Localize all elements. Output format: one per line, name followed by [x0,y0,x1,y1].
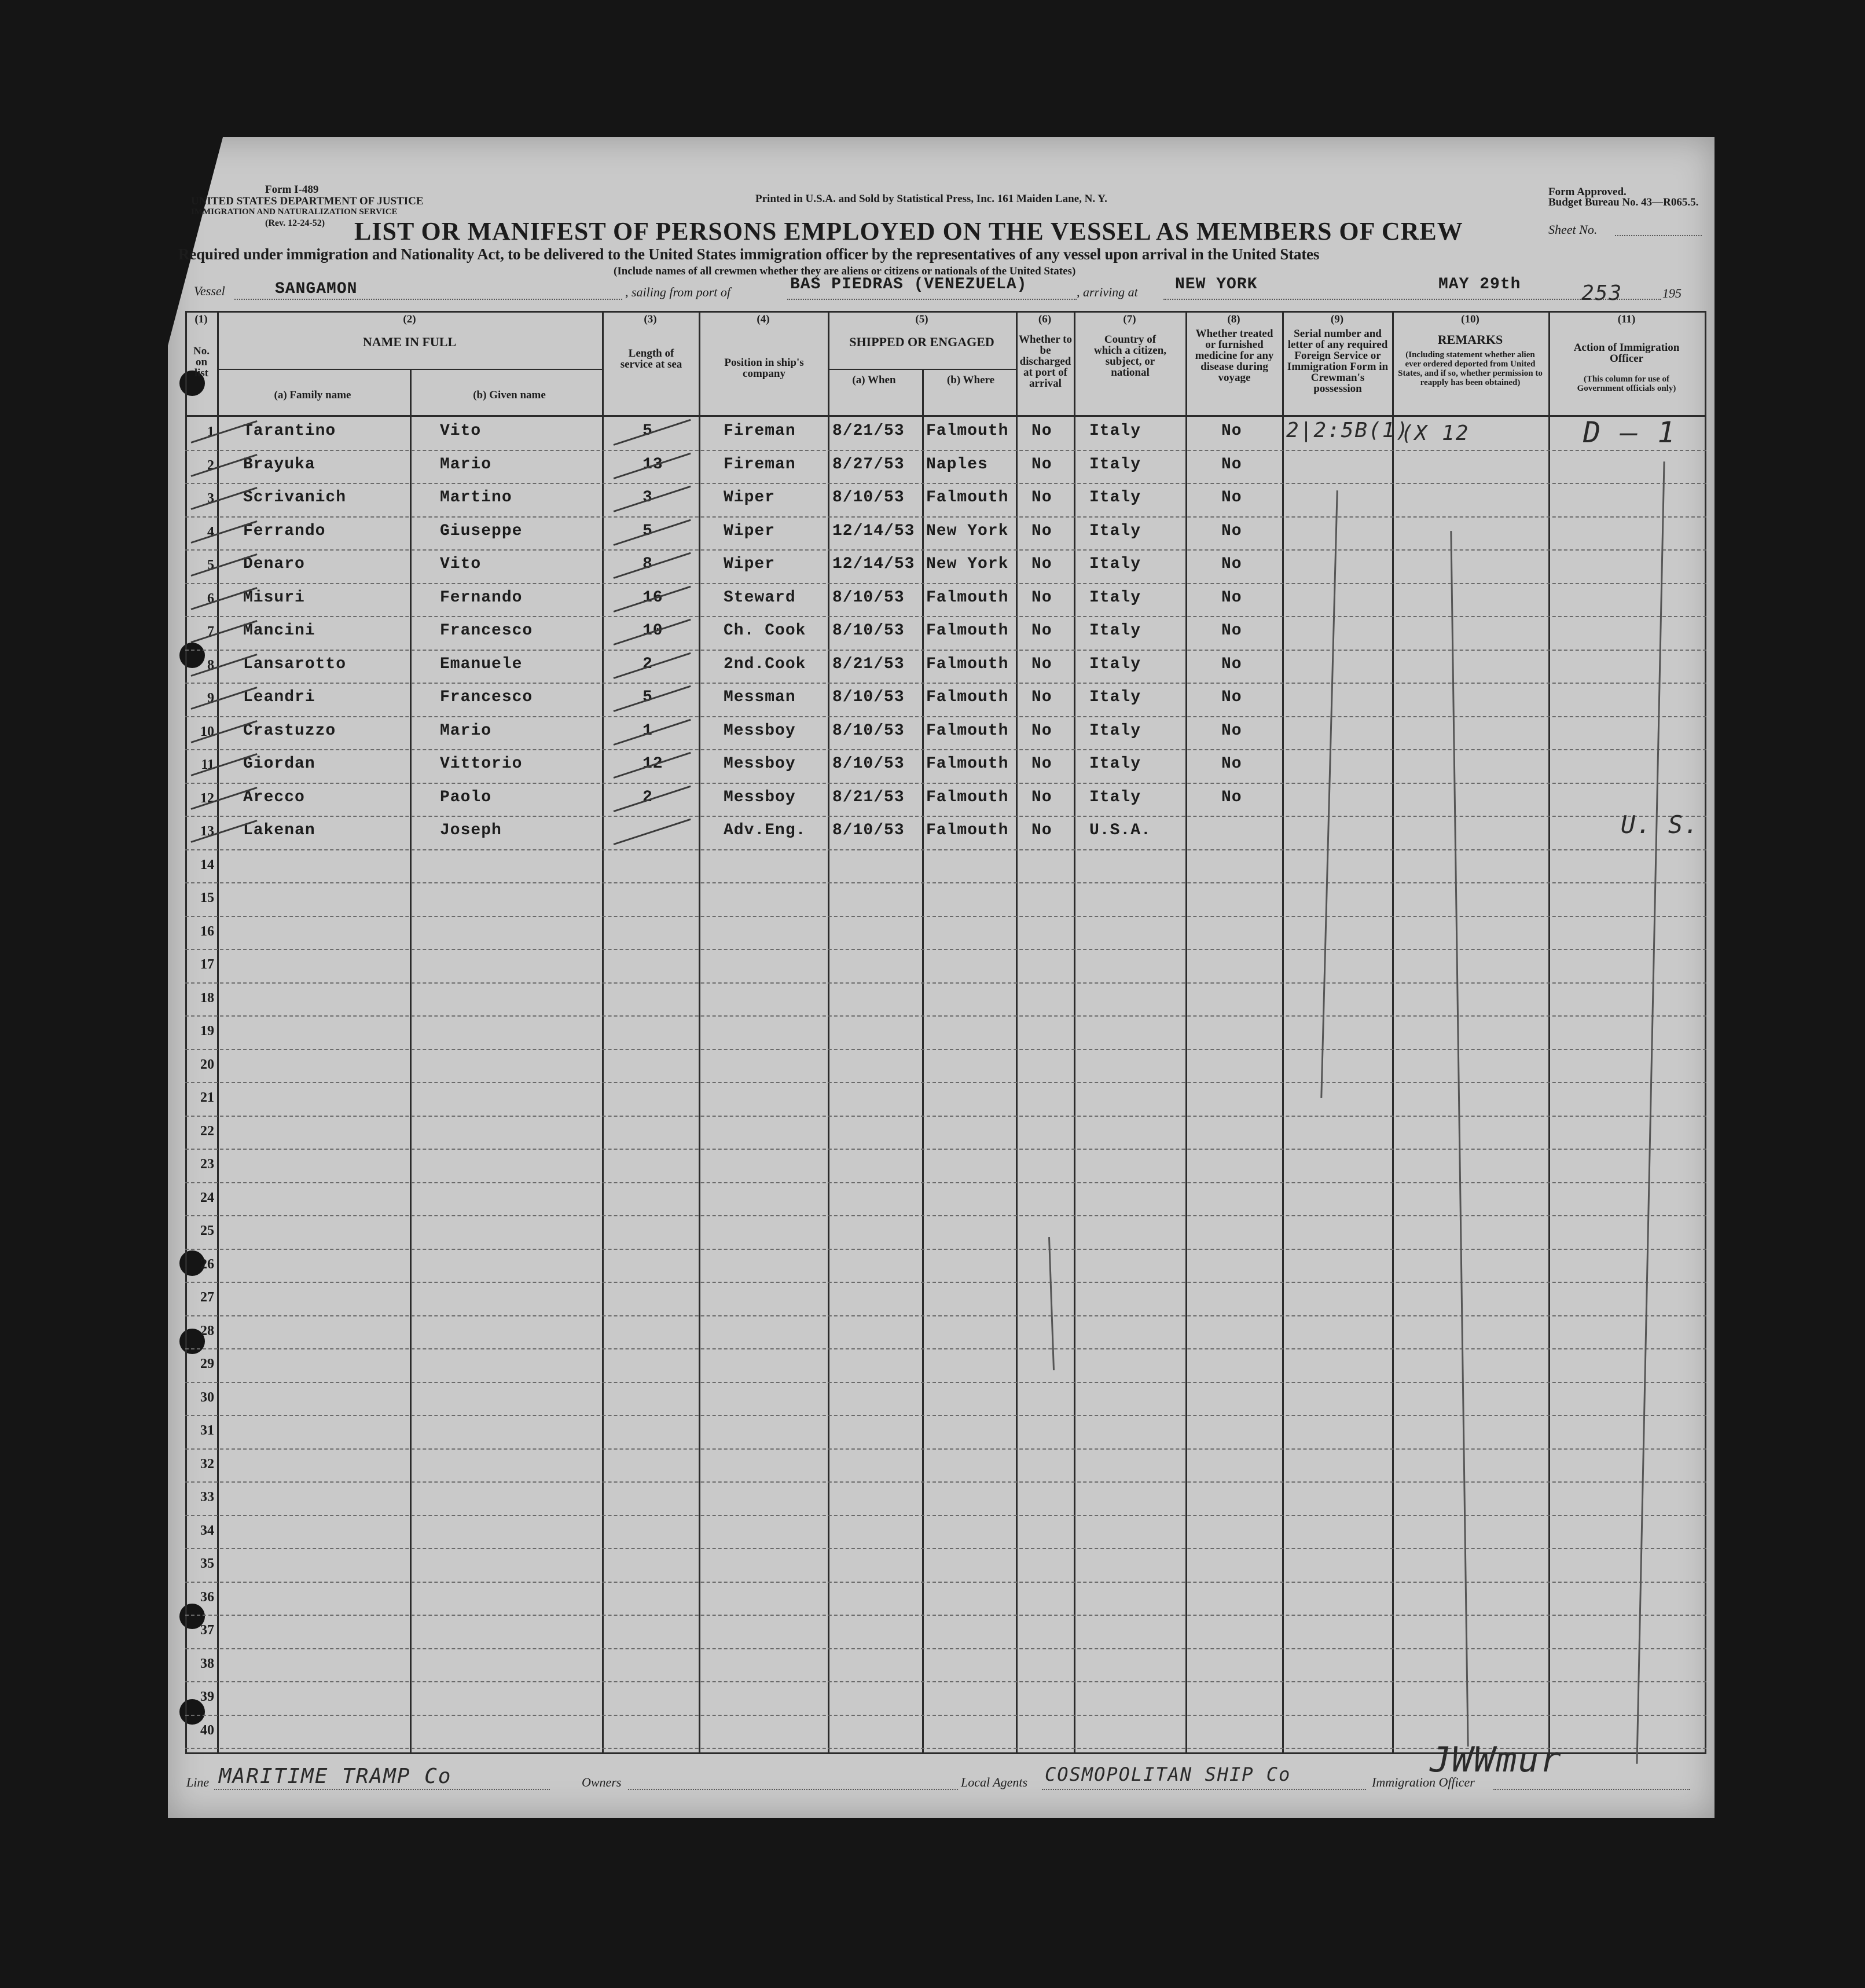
crew-table [185,311,1706,1754]
row-number: 29 [200,1356,214,1371]
row-number: 7 [207,624,214,639]
cell-service: 8 [643,555,653,573]
row-number: 10 [200,724,214,739]
cell-position: Ch. Cook [724,622,806,640]
cell-position: Messboy [724,755,796,773]
col-7-number: (7) [1123,313,1136,325]
cell-discharged: No [1031,821,1052,839]
col-family-name: (a) Family name [274,389,351,401]
cell-given: Giuseppe [440,522,523,540]
sailing-port: BAS PIEDRAS (VENEZUELA) [790,276,1027,294]
cell-family: Misuri [243,588,305,607]
row-number: 17 [200,957,214,972]
cell-where: Falmouth [926,489,1009,507]
row-number: 20 [200,1057,214,1072]
table-row [185,1448,1706,1483]
table-row [185,483,1706,518]
col-length-of-service: Length of service at sea [620,347,682,371]
table-row [185,1282,1706,1316]
cell-family: Scrivanich [243,489,347,507]
table-row [185,583,1706,618]
table-row [185,849,1706,884]
cell-given: Fernando [440,588,523,607]
row-number: 5 [207,557,214,573]
cell-country: Italy [1089,555,1141,573]
col-serial-number: Serial number and letter of any required Foreign Service or Immigration Form in Crewman's possession [1287,328,1389,395]
table-row [185,1116,1706,1150]
row-number: 31 [200,1423,214,1438]
col-position: Position in ship's company [724,357,804,380]
sheet-label: Sheet No. [1548,222,1598,237]
cell-where: Falmouth [926,788,1009,806]
table-row [185,1315,1706,1350]
table-row [185,1149,1706,1183]
cell-country: Italy [1089,655,1141,673]
cell-position: Fireman [724,455,796,474]
cell-discharged: No [1031,422,1052,440]
row-number: 23 [200,1157,214,1172]
col-country: Country of which a citizen, subject, or national [1093,333,1167,379]
cell-treated: No [1221,755,1242,773]
cell-when: 8/10/53 [832,721,905,740]
cell-given: Vittorio [440,755,523,773]
cell-service: 5 [643,522,653,540]
cell-where: New York [926,555,1009,573]
cell-position: Wiper [724,522,776,540]
sailing-label: , sailing from port of [625,285,730,299]
table-row [185,683,1706,717]
table-row [185,949,1706,984]
row-number: 13 [200,824,214,839]
row-number: 3 [207,491,214,506]
row-number: 12 [200,790,214,806]
cell-service: 5 [643,688,653,706]
table-row [185,1382,1706,1417]
cell-where: Falmouth [926,422,1009,440]
col-11-number: (11) [1617,313,1636,325]
row-number: 27 [200,1290,214,1305]
row-number: 24 [200,1190,214,1205]
cell-country: U.S.A. [1089,821,1151,839]
form-revision: (Rev. 12-24-52) [265,218,325,228]
cell-discharged: No [1031,455,1052,474]
cell-country: Italy [1089,755,1141,773]
cell-where: Falmouth [926,588,1009,607]
cell-discharged: No [1031,522,1052,540]
row-number: 18 [200,990,214,1006]
manifest-subtitle: Required under immigration and Nationality Act, to be delivered to the United States immigration officer by the representatives of any vessel upon arrival in the United States [178,245,1320,263]
col-action: Action of Immigration Officer [1573,342,1680,365]
col-action-note: (This column for use of Government officials only) [1577,375,1676,393]
year-handwritten: 253 [1581,281,1623,305]
row-number: 14 [200,857,214,872]
cell-service: 2 [643,655,653,673]
row-number: 21 [200,1090,214,1105]
cell-country: Italy [1089,489,1141,507]
col-10-number: (10) [1461,313,1479,325]
table-row [185,1648,1706,1683]
manifest-note: (Include names of all crewmen whether they are aliens or citizens or nationals of the United States) [614,265,1076,277]
row-number: 37 [200,1623,214,1638]
cell-where: New York [926,522,1009,540]
table-row [185,1548,1706,1583]
cell-country: Italy [1089,622,1141,640]
col-treated: Whether treated or furnished medicine for any disease during voyage [1195,328,1274,384]
table-row [185,716,1706,751]
cell-family: Tarantino [243,422,336,440]
table-row [185,1082,1706,1117]
cell-treated: No [1221,555,1242,573]
col-4-number: (4) [757,313,770,325]
cell-service: 13 [643,455,663,474]
cell-treated: No [1221,622,1242,640]
cell-position: 2nd.Cook [724,655,806,673]
agency-line-2: IMMIGRATION AND NATURALIZATION SERVICE [191,207,398,217]
table-row [185,1481,1706,1516]
col-8-number: (8) [1227,313,1240,325]
cell-when: 8/10/53 [832,622,905,640]
cell-where: Falmouth [926,655,1009,673]
table-row [185,650,1706,684]
approval-line-1: Form Approved. [1548,186,1627,198]
row-number: 33 [200,1490,214,1505]
year-label: 195 [1662,286,1682,300]
table-row [185,882,1706,917]
cell-where: Falmouth [926,688,1009,706]
cell-position: Messman [724,688,796,706]
cell-service: 5 [643,422,653,440]
cell-where: Naples [926,455,988,474]
owners-label: Owners [582,1775,622,1789]
cell-when: 8/10/53 [832,588,905,607]
action-us-handwritten: U. S. [1621,810,1700,839]
cell-family: Arecco [243,788,305,806]
table-row [185,1348,1706,1383]
row-number: 34 [200,1523,214,1538]
col-where: (b) Where [946,374,995,386]
cell-given: Joseph [440,821,502,839]
cell-position: Wiper [724,489,776,507]
cell-country: Italy [1089,455,1141,474]
col-name-in-full: NAME IN FULL [362,335,457,349]
cell-discharged: No [1031,622,1052,640]
cell-country: Italy [1089,522,1141,540]
table-row [185,816,1706,850]
line-value: MARITIME TRAMP Co [219,1765,452,1788]
row-number: 32 [200,1456,214,1472]
row-number: 22 [200,1123,214,1139]
cell-discharged: No [1031,721,1052,740]
cell-discharged: No [1031,555,1052,573]
row-number: 39 [200,1689,214,1704]
row-number: 19 [200,1024,214,1039]
arrival-date: MAY 29th [1438,276,1521,294]
cell-family: Mancini [243,622,315,640]
cell-treated: No [1221,422,1242,440]
cell-where: Falmouth [926,721,1009,740]
cell-when: 8/10/53 [832,489,905,507]
cell-treated: No [1221,522,1242,540]
printer-line: Printed in U.S.A. and Sold by Statistical Press, Inc. 161 Maiden Lane, N. Y. [755,193,1107,205]
table-row [185,450,1706,485]
cell-when: 8/21/53 [832,655,905,673]
cell-when: 12/14/53 [832,522,915,540]
vessel-label: Vessel [194,284,225,298]
cell-country: Italy [1089,688,1141,706]
table-row [185,1515,1706,1550]
col-remarks-note: (Including statement whether alien ever ordered deported from United States, and if so, whether permission to reapply has been obtained) [1398,350,1543,387]
cell-when: 8/10/53 [832,688,905,706]
row-number: 4 [207,524,214,540]
officer-signature: JWWmur [1430,1740,1562,1780]
col-shipped-or-engaged: SHIPPED OR ENGAGED [849,335,994,349]
cell-family: Lansarotto [243,655,347,673]
table-row [185,1249,1706,1283]
vessel-name: SANGAMON [275,280,358,298]
table-row [185,516,1706,551]
col-6-number: (6) [1038,313,1052,325]
row-number: 40 [200,1722,214,1738]
form-number: Form I-489 [265,184,319,196]
cell-when: 8/21/53 [832,422,905,440]
agents-label: Local Agents [961,1775,1028,1789]
row-number: 2 [207,457,214,473]
col-3-number: (3) [644,313,657,325]
cell-family: Denaro [243,555,305,573]
cell-position: Messboy [724,788,796,806]
cell-family: Brayuka [243,455,315,474]
row-number: 15 [200,890,214,905]
cell-discharged: No [1031,588,1052,607]
row-number: 11 [201,757,214,772]
crew-rows [185,416,1706,1752]
cell-discharged: No [1031,655,1052,673]
col-9-number: (9) [1330,313,1344,325]
cell-service: 10 [643,622,663,640]
row-number: 35 [200,1556,214,1571]
table-row [185,1182,1706,1217]
cell-discharged: No [1031,788,1052,806]
row-number: 28 [200,1323,214,1338]
row-number: 30 [200,1389,214,1405]
row-number: 6 [207,590,214,606]
row-number: 38 [200,1656,214,1671]
cell-service: 16 [643,588,663,607]
col-when: (a) When [852,374,896,386]
cell-position: Wiper [724,555,776,573]
cell-position: Messboy [724,721,796,740]
cell-where: Falmouth [926,622,1009,640]
line-label: Line [186,1775,210,1789]
table-row [185,616,1706,651]
cell-when: 8/10/53 [832,755,905,773]
table-row [185,916,1706,951]
remarks-handwritten: (X 12 [1401,421,1470,445]
table-row [185,783,1706,817]
cell-family: Crastuzzo [243,721,336,740]
row-number: 9 [207,691,214,706]
row-number: 1 [207,424,214,439]
agents-value: COSMOPOLITAN SHIP Co [1045,1763,1291,1785]
col-5-number: (5) [915,313,928,325]
cell-service: 1 [643,721,653,740]
cell-when: 8/10/53 [832,821,905,839]
cell-discharged: No [1031,755,1052,773]
col-1-number: (1) [194,313,208,325]
cell-service: 12 [643,755,663,773]
row-number: 26 [200,1256,214,1272]
cell-treated: No [1221,655,1242,673]
cell-where: Falmouth [926,755,1009,773]
cell-treated: No [1221,588,1242,607]
arriving-port: NEW YORK [1175,276,1258,294]
action-handwritten: D — 1 [1583,416,1676,449]
table-row [185,1615,1706,1649]
manifest-title: LIST OR MANIFEST OF PERSONS EMPLOYED ON THE VESSEL AS MEMBERS OF CREW [354,217,1463,245]
cell-discharged: No [1031,688,1052,706]
agency-line-1: UNITED STATES DEPARTMENT OF JUSTICE [191,195,424,207]
col-no-on-list: No. on list [193,345,210,379]
table-row [185,416,1706,451]
cell-family: Ferrando [243,522,326,540]
cell-treated: No [1221,489,1242,507]
cell-family: Lakenan [243,821,315,839]
cell-given: Paolo [440,788,492,806]
table-row [185,982,1706,1017]
table-row [185,1415,1706,1450]
col-given-name: (b) Given name [473,389,546,401]
cell-position: Adv.Eng. [724,821,806,839]
cell-given: Francesco [440,688,533,706]
cell-when: 12/14/53 [832,555,915,573]
cell-treated: No [1221,721,1242,740]
cell-when: 8/27/53 [832,455,905,474]
row-number: 25 [200,1223,214,1238]
table-row [185,1681,1706,1716]
row-number: 36 [200,1589,214,1605]
approval-line-2: Budget Bureau No. 43—R065.5. [1548,196,1699,208]
col-discharged: Whether to be discharged at port of arrival [1019,333,1072,390]
col-remarks: REMARKS [1437,332,1503,347]
cell-treated: No [1221,688,1242,706]
table-row [185,549,1706,584]
table-row [185,1582,1706,1616]
table-row [185,749,1706,784]
cell-service: 3 [643,489,653,507]
cell-country: Italy [1089,422,1141,440]
table-row [185,1015,1706,1050]
cell-position: Fireman [724,422,796,440]
cell-given: Vito [440,422,482,440]
cell-discharged: No [1031,489,1052,507]
cell-service: 2 [643,788,653,806]
cell-given: Mario [440,455,492,474]
cell-where: Falmouth [926,821,1009,839]
cell-given: Emanuele [440,655,523,673]
row-number: 8 [207,657,214,673]
cell-treated: No [1221,455,1242,474]
cell-given: Martino [440,489,512,507]
cell-given: Francesco [440,622,533,640]
table-row [185,1215,1706,1250]
officer-label: Immigration Officer [1372,1775,1475,1789]
arriving-label: , arriving at [1077,285,1138,299]
cell-family: Giordan [243,755,315,773]
cell-family: Leandri [243,688,315,706]
serial-handwritten: 2|2:5B(1) [1286,419,1410,442]
cell-country: Italy [1089,588,1141,607]
table-row [185,1049,1706,1084]
col-2-number: (2) [403,313,416,325]
cell-given: Mario [440,721,492,740]
cell-treated: No [1221,788,1242,806]
cell-country: Italy [1089,788,1141,806]
row-number: 16 [200,923,214,939]
cell-position: Steward [724,588,796,607]
cell-when: 8/21/53 [832,788,905,806]
cell-given: Vito [440,555,482,573]
cell-country: Italy [1089,721,1141,740]
